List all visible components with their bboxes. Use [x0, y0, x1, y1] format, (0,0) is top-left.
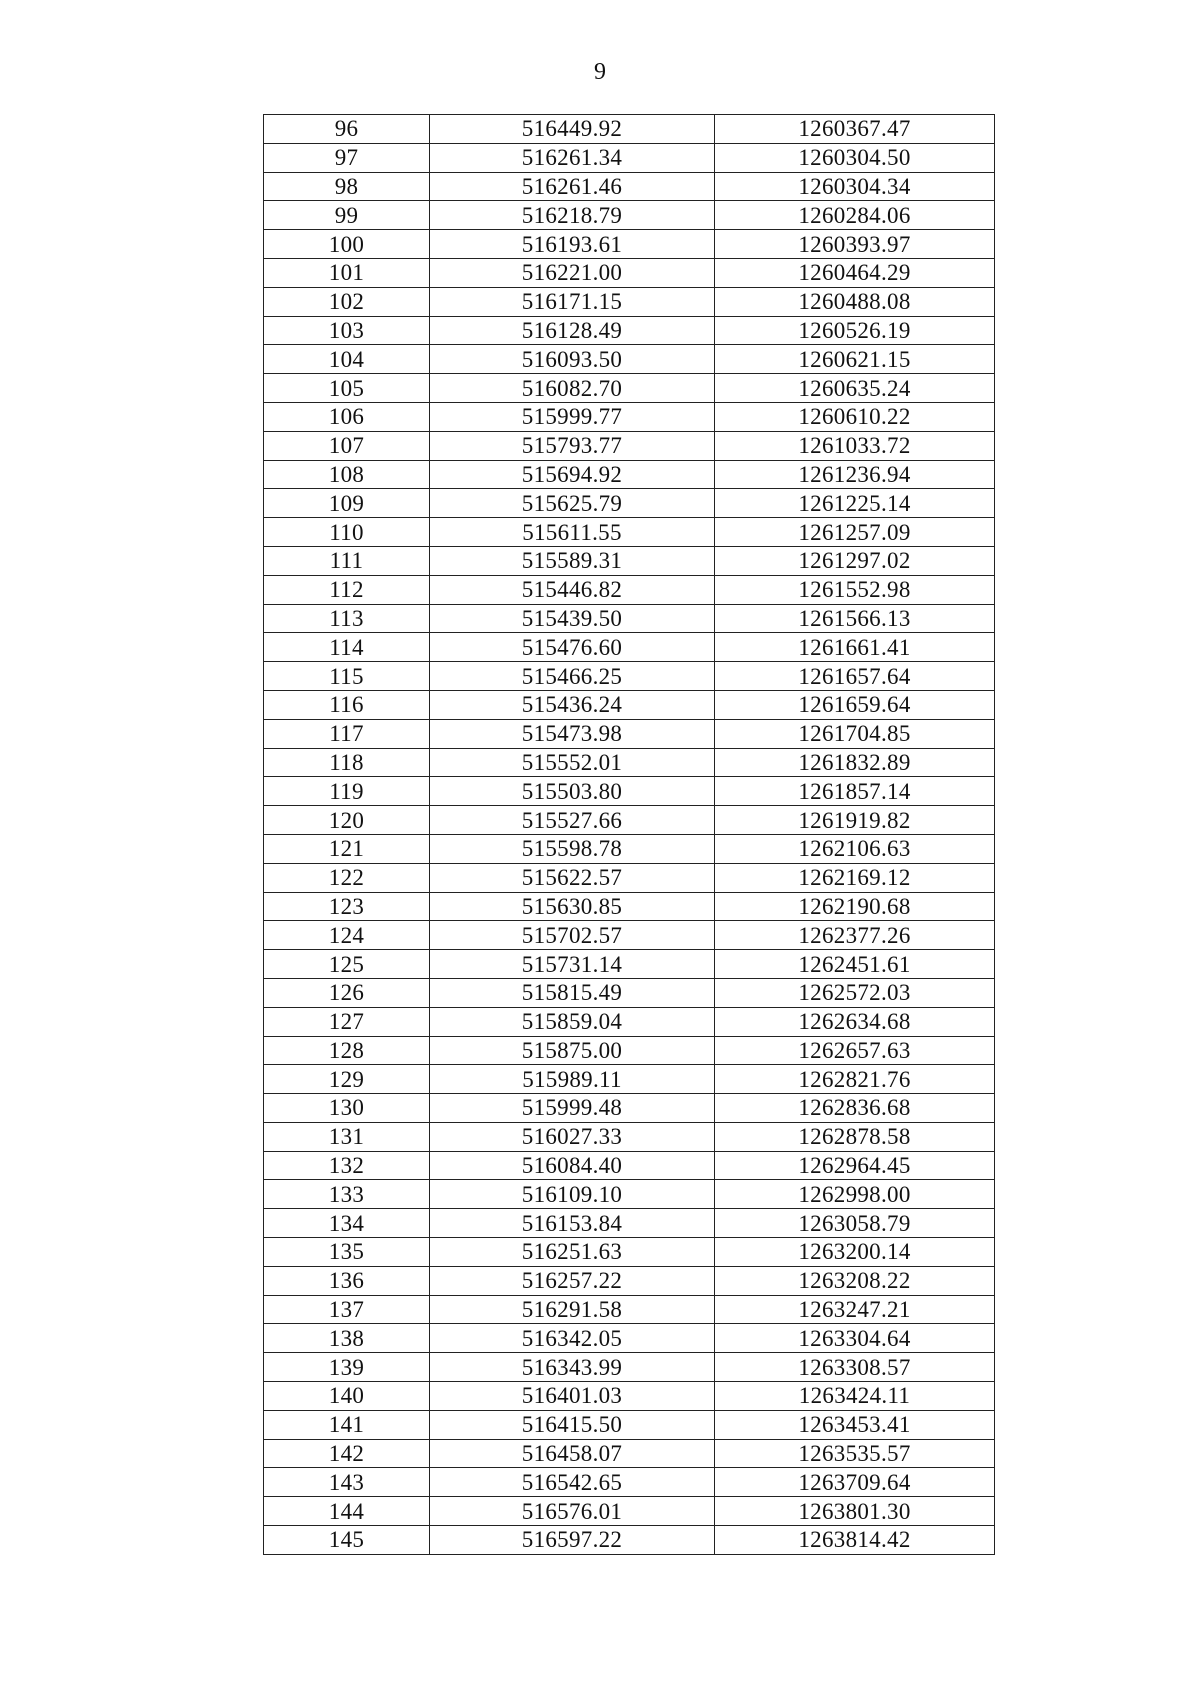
- y-coordinate-cell: 1262836.68: [715, 1094, 995, 1123]
- point-number-cell: 123: [264, 892, 430, 921]
- x-coordinate-cell: 515589.31: [430, 546, 715, 575]
- table-row: [264, 1497, 995, 1526]
- y-coordinate-cell: 1262657.63: [715, 1036, 995, 1065]
- point-number-cell: 112: [264, 575, 430, 604]
- table-row: [264, 402, 995, 431]
- y-coordinate-cell: 1260304.34: [715, 172, 995, 201]
- y-coordinate-cell: 1263709.64: [715, 1468, 995, 1497]
- x-coordinate-cell: 515989.11: [430, 1065, 715, 1094]
- point-number-cell: 119: [264, 777, 430, 806]
- x-coordinate-cell: 515731.14: [430, 950, 715, 979]
- table-row: [264, 1094, 995, 1123]
- table-row: [264, 1209, 995, 1238]
- table-row: [264, 1036, 995, 1065]
- x-coordinate-cell: 516082.70: [430, 374, 715, 403]
- y-coordinate-cell: 1262634.68: [715, 1007, 995, 1036]
- y-coordinate-cell: 1261033.72: [715, 431, 995, 460]
- y-coordinate-cell: 1261566.13: [715, 604, 995, 633]
- point-number-cell: 136: [264, 1266, 430, 1295]
- point-number-cell: 116: [264, 690, 430, 719]
- x-coordinate-cell: 516343.99: [430, 1353, 715, 1382]
- table-row: [264, 1122, 995, 1151]
- x-coordinate-cell: 515625.79: [430, 489, 715, 518]
- table-row: [264, 633, 995, 662]
- table-row: [264, 489, 995, 518]
- point-number-cell: 98: [264, 172, 430, 201]
- y-coordinate-cell: 1260464.29: [715, 258, 995, 287]
- table-row: [264, 546, 995, 575]
- y-coordinate-cell: 1261236.94: [715, 460, 995, 489]
- x-coordinate-cell: 516261.46: [430, 172, 715, 201]
- y-coordinate-cell: 1260284.06: [715, 201, 995, 230]
- x-coordinate-cell: 515815.49: [430, 978, 715, 1007]
- point-number-cell: 134: [264, 1209, 430, 1238]
- point-number-cell: 129: [264, 1065, 430, 1094]
- x-coordinate-cell: 515622.57: [430, 863, 715, 892]
- y-coordinate-cell: 1262572.03: [715, 978, 995, 1007]
- point-number-cell: 96: [264, 115, 430, 144]
- y-coordinate-cell: 1260393.97: [715, 230, 995, 259]
- table-row: [264, 604, 995, 633]
- x-coordinate-cell: 516093.50: [430, 345, 715, 374]
- table-row: [264, 662, 995, 691]
- table-row: [264, 575, 995, 604]
- x-coordinate-cell: 515476.60: [430, 633, 715, 662]
- table-row: [264, 1180, 995, 1209]
- y-coordinate-cell: 1263801.30: [715, 1497, 995, 1526]
- table-row: [264, 863, 995, 892]
- y-coordinate-cell: 1260304.50: [715, 143, 995, 172]
- table-row: [264, 1382, 995, 1411]
- x-coordinate-cell: 515439.50: [430, 604, 715, 633]
- table-row: [264, 978, 995, 1007]
- y-coordinate-cell: 1262169.12: [715, 863, 995, 892]
- point-number-cell: 108: [264, 460, 430, 489]
- point-number-cell: 104: [264, 345, 430, 374]
- point-number-cell: 99: [264, 201, 430, 230]
- y-coordinate-cell: 1260610.22: [715, 402, 995, 431]
- point-number-cell: 101: [264, 258, 430, 287]
- y-coordinate-cell: 1263208.22: [715, 1266, 995, 1295]
- x-coordinate-cell: 515630.85: [430, 892, 715, 921]
- x-coordinate-cell: 516458.07: [430, 1439, 715, 1468]
- table-row: [264, 230, 995, 259]
- point-number-cell: 135: [264, 1238, 430, 1267]
- table-row: [264, 690, 995, 719]
- point-number-cell: 141: [264, 1410, 430, 1439]
- point-number-cell: 117: [264, 719, 430, 748]
- point-number-cell: 105: [264, 374, 430, 403]
- table-row: [264, 777, 995, 806]
- y-coordinate-cell: 1262106.63: [715, 834, 995, 863]
- y-coordinate-cell: 1260488.08: [715, 287, 995, 316]
- y-coordinate-cell: 1261832.89: [715, 748, 995, 777]
- y-coordinate-cell: 1262998.00: [715, 1180, 995, 1209]
- y-coordinate-cell: 1261659.64: [715, 690, 995, 719]
- point-number-cell: 140: [264, 1382, 430, 1411]
- y-coordinate-cell: 1260526.19: [715, 316, 995, 345]
- y-coordinate-cell: 1260367.47: [715, 115, 995, 144]
- x-coordinate-cell: 515793.77: [430, 431, 715, 460]
- x-coordinate-cell: 516342.05: [430, 1324, 715, 1353]
- x-coordinate-cell: 516449.92: [430, 115, 715, 144]
- point-number-cell: 132: [264, 1151, 430, 1180]
- y-coordinate-cell: 1263814.42: [715, 1526, 995, 1555]
- point-number-cell: 121: [264, 834, 430, 863]
- table-row: [264, 1526, 995, 1555]
- y-coordinate-cell: 1263424.11: [715, 1382, 995, 1411]
- y-coordinate-cell: 1263535.57: [715, 1439, 995, 1468]
- point-number-cell: 124: [264, 921, 430, 950]
- point-number-cell: 107: [264, 431, 430, 460]
- x-coordinate-cell: 515436.24: [430, 690, 715, 719]
- table-row: [264, 258, 995, 287]
- point-number-cell: 143: [264, 1468, 430, 1497]
- point-number-cell: 126: [264, 978, 430, 1007]
- x-coordinate-cell: 516221.00: [430, 258, 715, 287]
- coordinates-table-body: [264, 115, 995, 1555]
- x-coordinate-cell: 516597.22: [430, 1526, 715, 1555]
- x-coordinate-cell: 516401.03: [430, 1382, 715, 1411]
- y-coordinate-cell: 1263304.64: [715, 1324, 995, 1353]
- table-row: [264, 1410, 995, 1439]
- table-row: [264, 201, 995, 230]
- point-number-cell: 118: [264, 748, 430, 777]
- y-coordinate-cell: 1261552.98: [715, 575, 995, 604]
- y-coordinate-cell: 1261297.02: [715, 546, 995, 575]
- y-coordinate-cell: 1261657.64: [715, 662, 995, 691]
- table-row: [264, 115, 995, 144]
- y-coordinate-cell: 1261704.85: [715, 719, 995, 748]
- x-coordinate-cell: 515859.04: [430, 1007, 715, 1036]
- table-row: [264, 1151, 995, 1180]
- x-coordinate-cell: 516128.49: [430, 316, 715, 345]
- x-coordinate-cell: 516415.50: [430, 1410, 715, 1439]
- table-row: [264, 287, 995, 316]
- table-row: [264, 748, 995, 777]
- x-coordinate-cell: 515611.55: [430, 518, 715, 547]
- y-coordinate-cell: 1263308.57: [715, 1353, 995, 1382]
- y-coordinate-cell: 1263058.79: [715, 1209, 995, 1238]
- table-row: [264, 143, 995, 172]
- x-coordinate-cell: 515503.80: [430, 777, 715, 806]
- y-coordinate-cell: 1263247.21: [715, 1295, 995, 1324]
- y-coordinate-cell: 1263200.14: [715, 1238, 995, 1267]
- table-row: [264, 1439, 995, 1468]
- x-coordinate-cell: 516218.79: [430, 201, 715, 230]
- point-number-cell: 142: [264, 1439, 430, 1468]
- table-row: [264, 1468, 995, 1497]
- point-number-cell: 144: [264, 1497, 430, 1526]
- y-coordinate-cell: 1262964.45: [715, 1151, 995, 1180]
- x-coordinate-cell: 516193.61: [430, 230, 715, 259]
- y-coordinate-cell: 1260635.24: [715, 374, 995, 403]
- point-number-cell: 137: [264, 1295, 430, 1324]
- point-number-cell: 100: [264, 230, 430, 259]
- y-coordinate-cell: 1262451.61: [715, 950, 995, 979]
- y-coordinate-cell: 1261857.14: [715, 777, 995, 806]
- table-row: [264, 1007, 995, 1036]
- y-coordinate-cell: 1261225.14: [715, 489, 995, 518]
- point-number-cell: 102: [264, 287, 430, 316]
- x-coordinate-cell: 516261.34: [430, 143, 715, 172]
- point-number-cell: 128: [264, 1036, 430, 1065]
- point-number-cell: 103: [264, 316, 430, 345]
- coordinates-table: [263, 114, 995, 1555]
- x-coordinate-cell: 516027.33: [430, 1122, 715, 1151]
- y-coordinate-cell: 1262878.58: [715, 1122, 995, 1151]
- y-coordinate-cell: 1261919.82: [715, 806, 995, 835]
- x-coordinate-cell: 515999.77: [430, 402, 715, 431]
- y-coordinate-cell: 1263453.41: [715, 1410, 995, 1439]
- point-number-cell: 113: [264, 604, 430, 633]
- table-row: [264, 431, 995, 460]
- table-row: [264, 806, 995, 835]
- y-coordinate-cell: 1262377.26: [715, 921, 995, 950]
- table-row: [264, 1238, 995, 1267]
- x-coordinate-cell: 516084.40: [430, 1151, 715, 1180]
- x-coordinate-cell: 516251.63: [430, 1238, 715, 1267]
- table-row: [264, 1324, 995, 1353]
- page-number: 9: [594, 59, 606, 85]
- point-number-cell: 145: [264, 1526, 430, 1555]
- table-row: [264, 892, 995, 921]
- table-row: [264, 1266, 995, 1295]
- x-coordinate-cell: 515466.25: [430, 662, 715, 691]
- point-number-cell: 114: [264, 633, 430, 662]
- point-number-cell: 122: [264, 863, 430, 892]
- table-row: [264, 1065, 995, 1094]
- y-coordinate-cell: 1261257.09: [715, 518, 995, 547]
- x-coordinate-cell: 516153.84: [430, 1209, 715, 1238]
- x-coordinate-cell: 516542.65: [430, 1468, 715, 1497]
- point-number-cell: 97: [264, 143, 430, 172]
- table-row: [264, 374, 995, 403]
- y-coordinate-cell: 1262821.76: [715, 1065, 995, 1094]
- table-row: [264, 518, 995, 547]
- table-row: [264, 460, 995, 489]
- x-coordinate-cell: 515552.01: [430, 748, 715, 777]
- y-coordinate-cell: 1262190.68: [715, 892, 995, 921]
- point-number-cell: 115: [264, 662, 430, 691]
- x-coordinate-cell: 515446.82: [430, 575, 715, 604]
- x-coordinate-cell: 515702.57: [430, 921, 715, 950]
- x-coordinate-cell: 516171.15: [430, 287, 715, 316]
- point-number-cell: 109: [264, 489, 430, 518]
- table-row: [264, 719, 995, 748]
- table-row: [264, 950, 995, 979]
- table-row: [264, 316, 995, 345]
- x-coordinate-cell: 515694.92: [430, 460, 715, 489]
- x-coordinate-cell: 516576.01: [430, 1497, 715, 1526]
- x-coordinate-cell: 516109.10: [430, 1180, 715, 1209]
- point-number-cell: 110: [264, 518, 430, 547]
- x-coordinate-cell: 515999.48: [430, 1094, 715, 1123]
- x-coordinate-cell: 516291.58: [430, 1295, 715, 1324]
- y-coordinate-cell: 1260621.15: [715, 345, 995, 374]
- x-coordinate-cell: 515473.98: [430, 719, 715, 748]
- x-coordinate-cell: 516257.22: [430, 1266, 715, 1295]
- point-number-cell: 131: [264, 1122, 430, 1151]
- x-coordinate-cell: 515598.78: [430, 834, 715, 863]
- point-number-cell: 139: [264, 1353, 430, 1382]
- x-coordinate-cell: 515527.66: [430, 806, 715, 835]
- point-number-cell: 125: [264, 950, 430, 979]
- point-number-cell: 138: [264, 1324, 430, 1353]
- point-number-cell: 127: [264, 1007, 430, 1036]
- table-row: [264, 172, 995, 201]
- point-number-cell: 111: [264, 546, 430, 575]
- point-number-cell: 106: [264, 402, 430, 431]
- y-coordinate-cell: 1261661.41: [715, 633, 995, 662]
- x-coordinate-cell: 515875.00: [430, 1036, 715, 1065]
- table-row: [264, 1353, 995, 1382]
- table-row: [264, 345, 995, 374]
- point-number-cell: 130: [264, 1094, 430, 1123]
- table-row: [264, 921, 995, 950]
- point-number-cell: 120: [264, 806, 430, 835]
- point-number-cell: 133: [264, 1180, 430, 1209]
- table-row: [264, 834, 995, 863]
- table-row: [264, 1295, 995, 1324]
